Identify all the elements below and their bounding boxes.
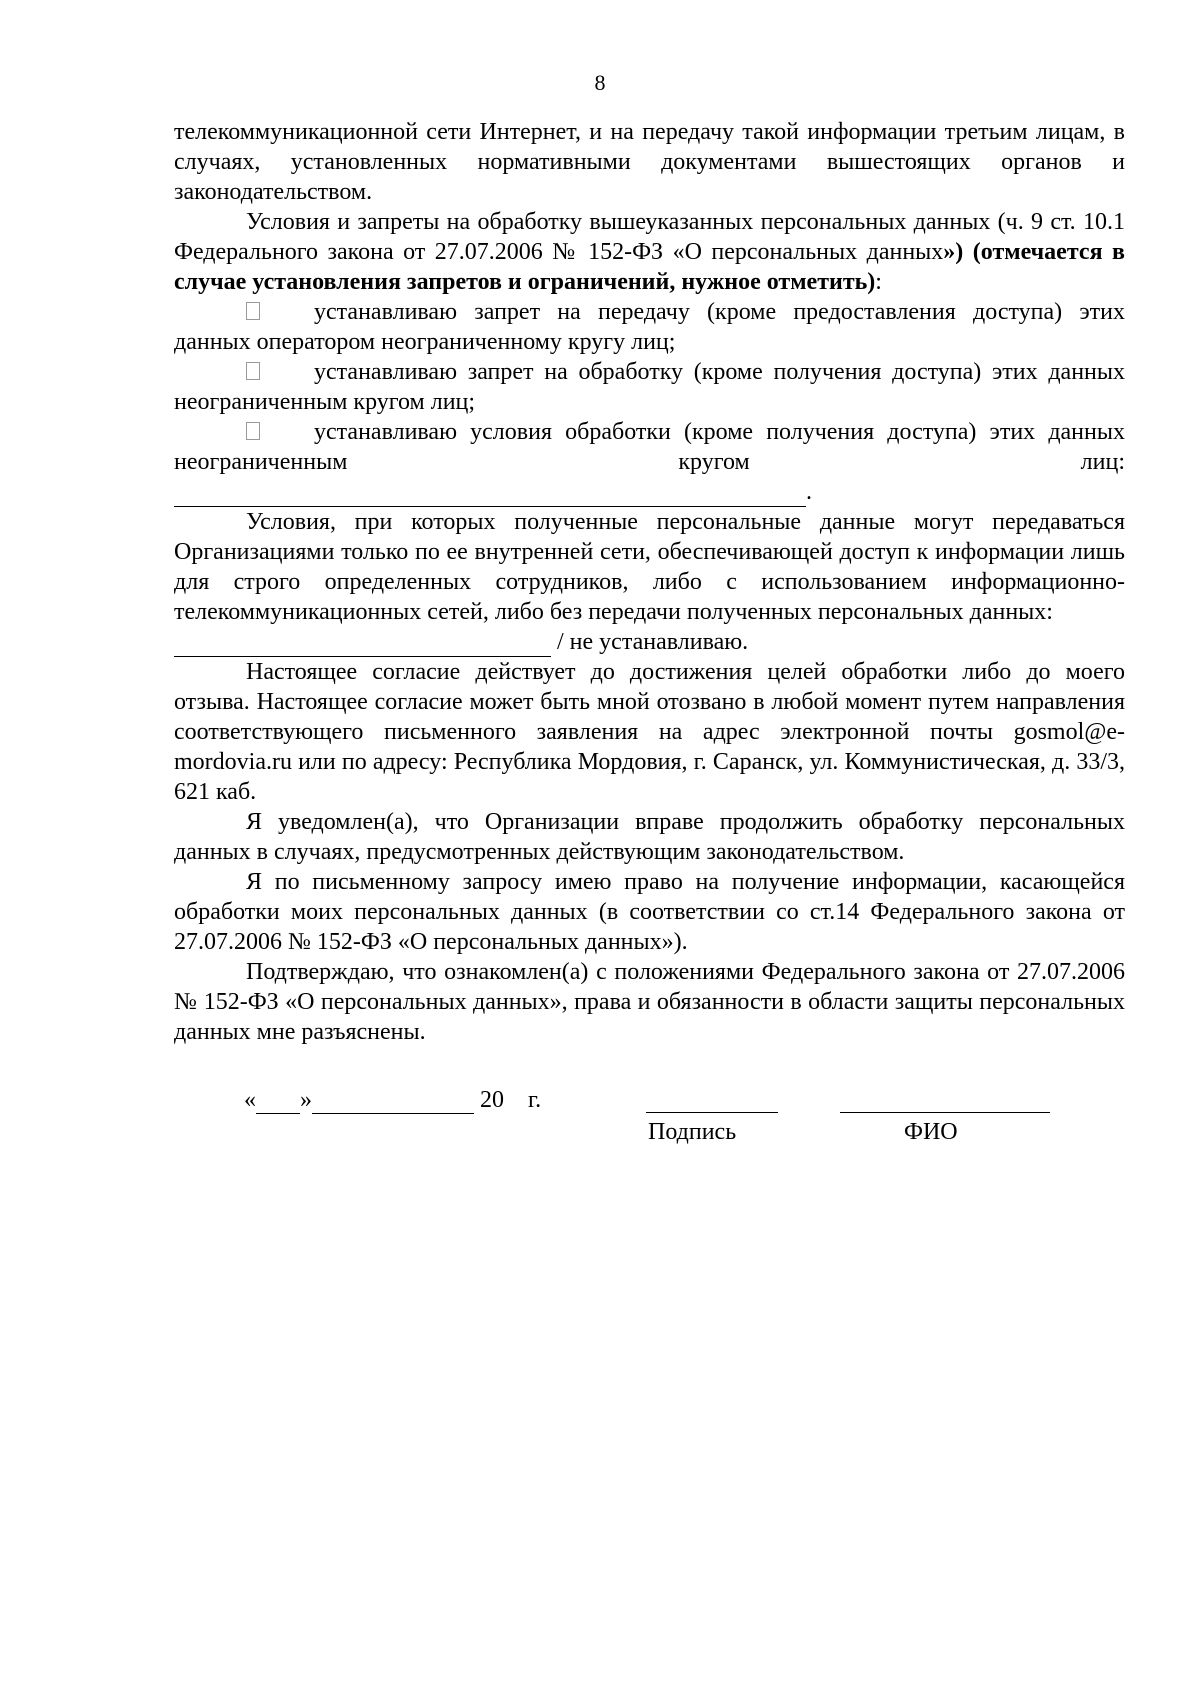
restrictions-colon: :: [875, 269, 882, 295]
processing-conditions-field[interactable]: [174, 480, 806, 507]
checkbox-label-processing-ban: устанавливаю запрет на обработку (кроме получения доступа) этих данных неограниченным кругом лиц;: [174, 359, 1125, 415]
restrictions-bold-note: ») (отмечается в случае установления запретов и ограничений, нужное отметить): [174, 239, 1125, 295]
transfer-conditions-text: Условия, при которых полученные персональные данные могут передаваться Организациями только по ее внутренней сети, обеспечивающей доступ к информации лишь для строго определенных сотрудников, либо с использованием информационно-телекоммуникационных сетей, либо без передачи полученных персональных данных:: [174, 509, 1125, 625]
processing-conditions-blank-line: [174, 477, 1125, 507]
checkbox-processing-ban[interactable]: [246, 362, 260, 380]
checkbox-processing-conditions[interactable]: [246, 422, 260, 440]
checkbox-option-processing-ban: [174, 357, 1125, 417]
transfer-conditions-field[interactable]: [174, 630, 551, 657]
paragraph-confirmation: Подтверждаю, что ознакомлен(а) с положениями Федерального закона от 27.07.2006 № 152-ФЗ «О персональных данных», права и обязанности в области защиты персональных данных мне разъяснены.: [174, 959, 1125, 1045]
transfer-conditions-tail: / не устанавливаю.: [551, 629, 749, 655]
paragraph-notification: Я уведомлен(а), что Организации вправе продолжить обработку персональных данных в случаях, предусмотренных действующим законодательством.: [174, 809, 1125, 865]
fio-label: ФИО: [904, 1119, 958, 1145]
date-open-quote: «: [244, 1087, 256, 1113]
date-field: [244, 1087, 541, 1114]
paragraph-transfer-conditions: [174, 507, 1125, 627]
signature-block: [244, 1087, 1104, 1167]
restrictions-text: Условия и запреты на обработку вышеуказанных персональных данных (ч. 9 ст. 10.1 Федерального закона от 27.07.2006 № 152-ФЗ «О персональных данных: [174, 209, 1125, 265]
checkbox-option-transfer-ban: [174, 297, 1125, 357]
paragraph-consent-validity: Настоящее согласие действует до достижения целей обработки либо до моего отзыва. Настоящее согласие может быть мной отозвано в любой момент путем направления соответствующего письменного заявления на адрес электронной почты gosmol@e-mordovia.ru или по адресу: Республика Мордовия, г. Саранск, ул. Коммунистическая, д. 33/3, 621 каб.: [174, 659, 1125, 805]
checkbox-label-transfer-ban: устанавливаю запрет на передачу (кроме предоставления доступа) этих данных оператором неограниченному кругу лиц;: [174, 299, 1125, 355]
date-close-quote: »: [300, 1087, 312, 1113]
month-field[interactable]: [312, 1091, 474, 1114]
day-field[interactable]: [256, 1091, 300, 1114]
fio-field[interactable]: [840, 1112, 1050, 1113]
processing-conditions-continuation: неограниченным кругом лиц:: [174, 449, 1125, 475]
transfer-conditions-blank-line: [174, 627, 1125, 657]
paragraph-internet-transfer: телекоммуникационной сети Интернет, и на передачу такой информации третьим лицам, в случаях, установленных нормативными документами вышестоящих органов и законодательством.: [174, 119, 1125, 205]
signature-field[interactable]: [646, 1112, 778, 1113]
document-body: [174, 117, 1125, 1047]
checkbox-option-processing-conditions: [174, 417, 1125, 447]
signature-label: Подпись: [648, 1119, 737, 1145]
checkbox-transfer-ban[interactable]: [246, 302, 260, 320]
year-suffix: г.: [528, 1087, 542, 1113]
paragraph-restrictions: [174, 207, 1125, 297]
page-number: 8: [594, 70, 606, 95]
processing-conditions-period: .: [806, 479, 812, 505]
year-prefix: 20: [480, 1087, 504, 1113]
paragraph-information-request: Я по письменному запросу имею право на получение информации, касающейся обработки моих персональных данных (в соответствии со ст.14 Федерального закона от 27.07.2006 № 152-ФЗ «О персональных данных»).: [174, 869, 1125, 955]
checkbox-label-processing-conditions: устанавливаю условия обработки (кроме получения доступа) этих данных: [314, 419, 1125, 445]
